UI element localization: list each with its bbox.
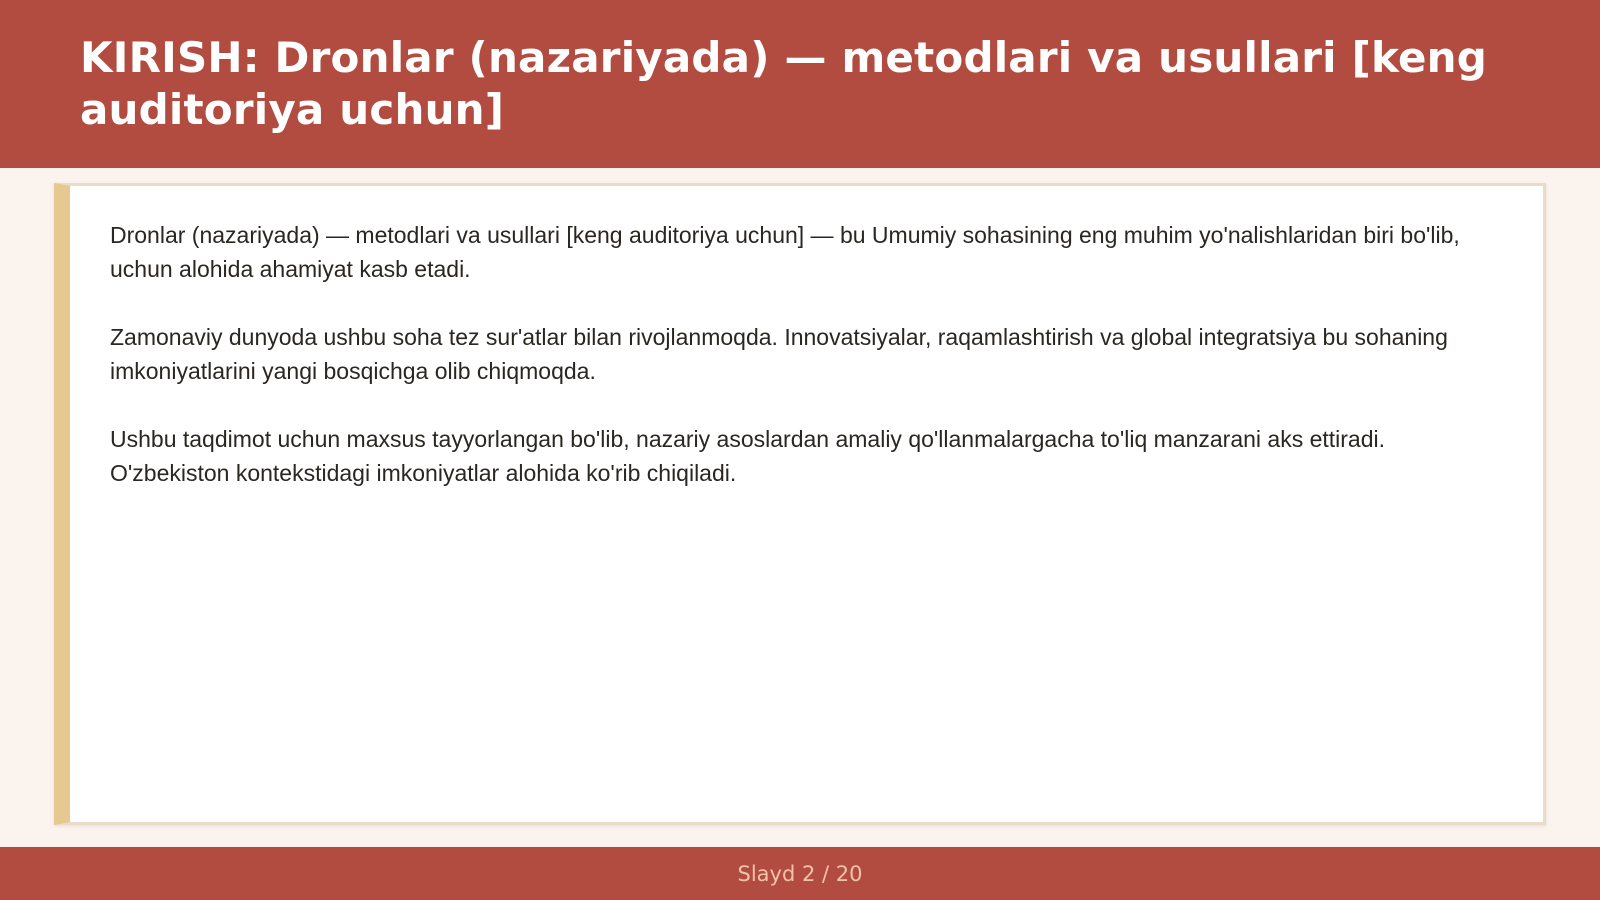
body-paragraph: Dronlar (nazariyada) — metodlari va usullari [keng auditoriya uchun] — bu Umumiy sohasining eng muhim yo'nalishlaridan biri bo'lib, uchun alohida ahamiyat kasb etadi. (110, 222, 1460, 282)
slide-header (0, 0, 1600, 168)
slide-title: KIRISH: Dronlar (nazariyada) — metodlari va usullari [keng auditoriya uchun] (80, 33, 1488, 134)
slide-footer (0, 847, 1600, 900)
body-paragraph: Zamonaviy dunyoda ushbu soha tez sur'atlar bilan rivojlanmoqda. Innovatsiyalar, raqamlashtirish va global integratsiya bu sohaning imkoniyatlarini yangi bosqichga olib chiqmoqda. (110, 324, 1448, 384)
content-card (54, 183, 1546, 825)
slide-counter: Slayd 2 / 20 (737, 861, 863, 886)
body-paragraph: Ushbu taqdimot uchun maxsus tayyorlangan bo'lib, nazariy asoslardan amaliy qo'llanmalargacha to'liq manzarani aks ettiradi. O'zbekiston kontekstidagi imkoniyatlar alohida ko'rib chiqiladi. (110, 426, 1386, 486)
